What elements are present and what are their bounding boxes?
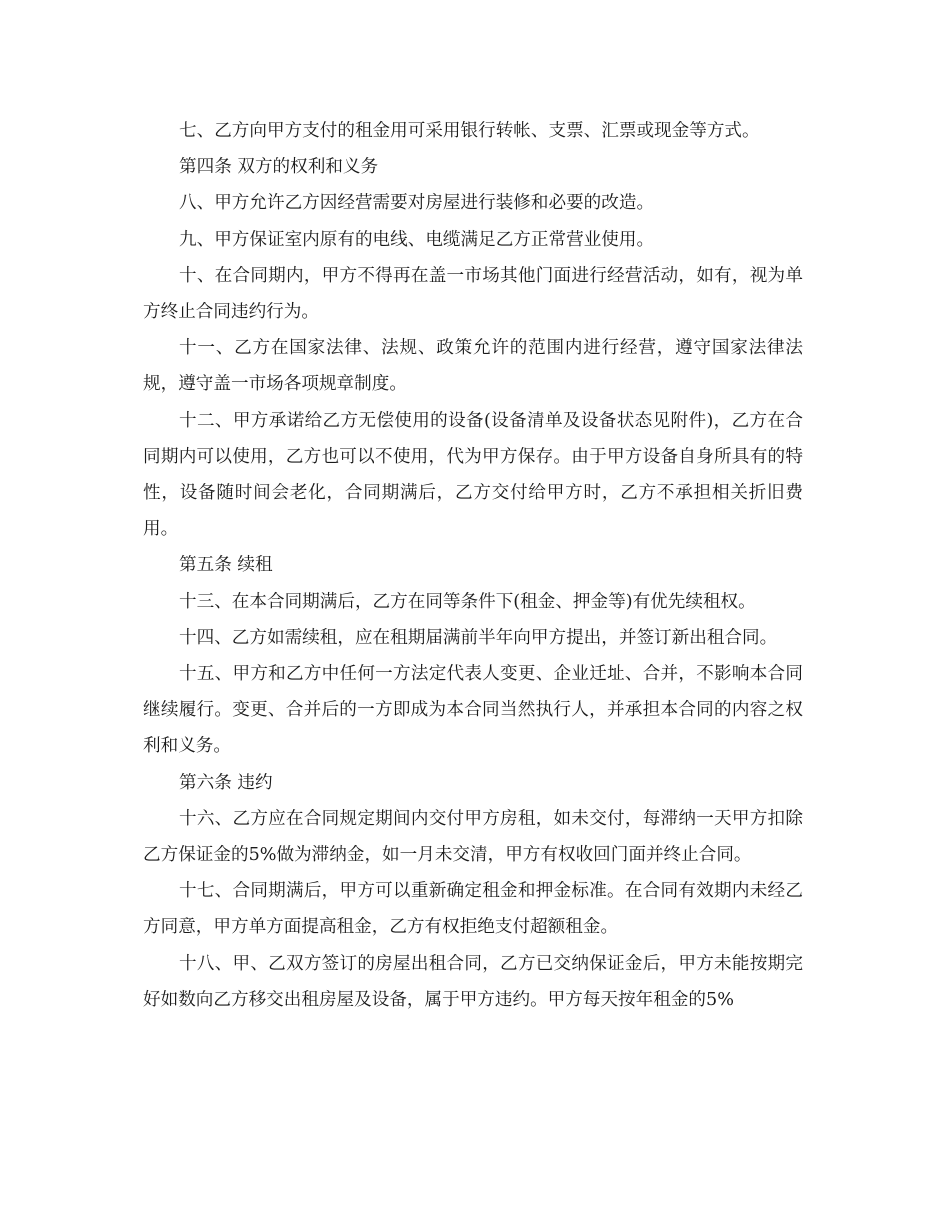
section-heading-article-5: 第五条 续租 bbox=[179, 555, 273, 576]
clause-16: 十六、乙方应在合同规定期间内交付甲方房租，如未交付，每滞纳一天甲方扣除乙方保证金的5%做为滞纳金，如一月未交清，甲方有权收回门面并终止合同。 bbox=[143, 808, 803, 866]
clause-7: 七、乙方向甲方支付的租金用可采用银行转帐、支票、汇票或现金等方式。 bbox=[179, 121, 760, 141]
clause-10: 十、在合同期内，甲方不得再在盖一市场其他门面进行经营活动，如有，视为单方终止合同违约行为。 bbox=[143, 265, 803, 323]
clause-9: 九、甲方保证室内原有的电线、电缆满足乙方正常营业使用。 bbox=[179, 229, 655, 250]
clause-15: 十五、甲方和乙方中任何一方法定代表人变更、企业迁址、合并，不影响本合同继续履行。变更、合并后的一方即成为本合同当然执行人，并承担本合同的内容之权利和义务。 bbox=[143, 664, 803, 757]
clause-8: 八、甲方允许乙方因经营需要对房屋进行装修和必要的改造。 bbox=[179, 193, 655, 214]
section-heading-article-6: 第六条 违约 bbox=[179, 772, 273, 793]
clause-17: 十七、合同期满后，甲方可以重新确定租金和押金标准。在合同有效期内未经乙方同意，甲方单方面提高租金，乙方有权拒绝支付超额租金。 bbox=[143, 881, 803, 938]
clause-18: 十八、甲、乙双方签订的房屋出租合同，乙方已交纳保证金后，甲方未能按期完好如数向乙方移交出租房屋及设备，属于甲方违约。甲方每天按年租金的5% bbox=[143, 953, 803, 1010]
clause-12: 十二、甲方承诺给乙方无偿使用的设备(设备清单及设备状态见附件)，乙方在合同期内可以使用，乙方也可以不使用，代为甲方保存。由于甲方设备自身所具有的特性，设备随时间会老化，合同期满后，乙方交付给甲方时，乙方不承担相关折旧费用。 bbox=[143, 410, 803, 540]
clause-11: 十一、乙方在国家法律、法规、政策允许的范围内进行经营，遵守国家法律法规，遵守盖一市场各项规章制度。 bbox=[143, 338, 803, 395]
section-heading-article-4: 第四条 双方的权利和义务 bbox=[179, 157, 379, 178]
document-body bbox=[143, 113, 803, 1018]
clause-14: 十四、乙方如需续租，应在租期届满前半年向甲方提出，并签订新出租合同。 bbox=[179, 627, 778, 648]
clause-13: 十三、在本合同期满后，乙方在同等条件下(租金、押金等)有优先续租权。 bbox=[179, 591, 756, 612]
